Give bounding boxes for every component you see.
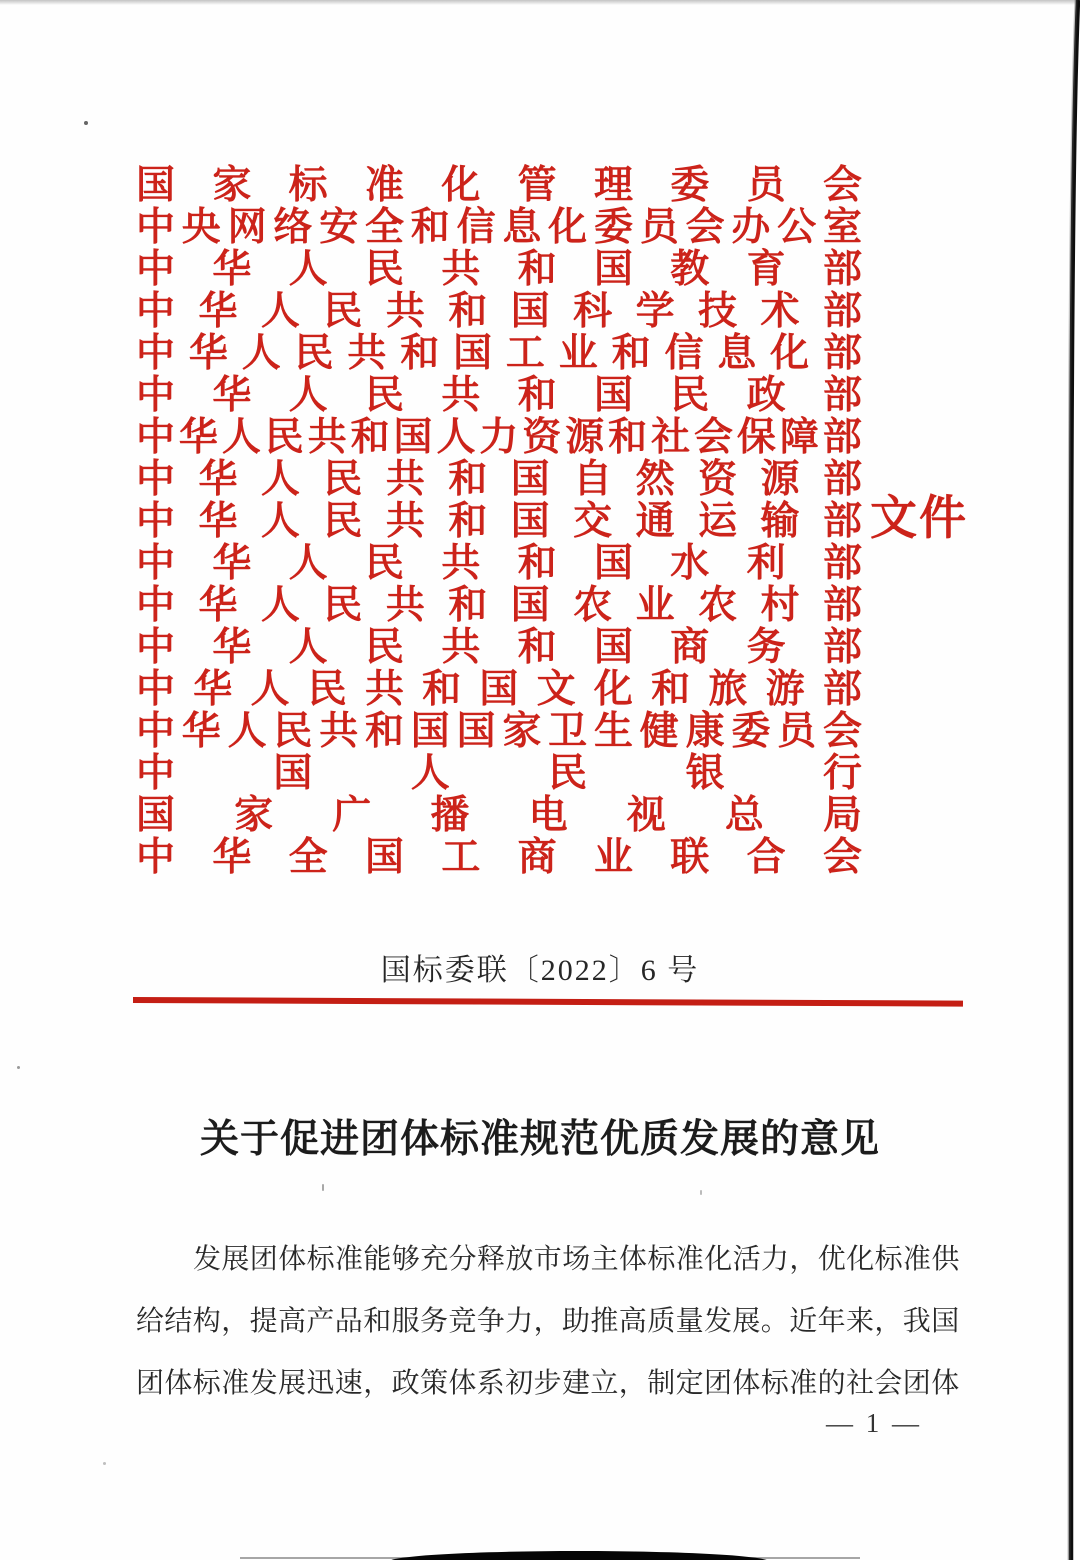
agency-header-block (136, 165, 862, 879)
agency-line: 中 华 人 民 共 和 国 民 政 部 (136, 374, 862, 417)
scan-speck (103, 1462, 106, 1465)
agency-line: 中 华 人 民 共 和 国 文 化 和 旅 游 部 (136, 668, 862, 711)
agency-line: 中 华 人 民 共 和 国 科 学 技 术 部 (136, 290, 862, 333)
scan-speck (700, 1190, 702, 1195)
scan-speck (322, 1184, 324, 1191)
agency-line: 中 华 人 民 共 和 国 农 业 农 村 部 (136, 584, 862, 627)
document-title: 关于促进团体标准规范优质发展的意见 (199, 1118, 880, 1161)
agency-line: 中 华 人 民 共 和 国 水 利 部 (136, 542, 862, 585)
body-paragraph (136, 1236, 962, 1422)
agency-line: 中 华 人 民 共 和 国 商 务 部 (136, 626, 862, 669)
agency-line: 中 华 全 国 工 商 业 联 合 会 (136, 836, 862, 879)
agency-line: 中 华 人 民 共 和 国 人 力 资 源 和 社 会 保 障 部 (136, 416, 862, 459)
red-separator-rule (133, 997, 963, 1007)
body-line: 团体标准发展迅速，政策体系初步建立，制定团体标准的社会团体 (136, 1368, 960, 1399)
document-number: 国标委联〔2022〕6 号 (380, 954, 700, 987)
agency-line: 中 华 人 民 共 和 国 国 家 卫 生 健 康 委 员 会 (136, 710, 862, 753)
scan-bottom-arc-shadow (388, 1551, 770, 1560)
agency-line: 国 家 标 准 化 管 理 委 员 会 (136, 164, 862, 207)
agency-line: 中 华 人 民 共 和 国 教 育 部 (136, 248, 862, 291)
scan-right-edge-line (1058, 0, 1080, 1560)
body-line: 发展团体标准能够充分释放市场主体标准化活力，优化标准供 (193, 1244, 960, 1275)
body-line: 给结构，提高产品和服务竞争力，助推高质量发展。近年来，我国 (136, 1306, 960, 1337)
agency-line: 国 家 广 播 电 视 总 局 (136, 794, 862, 837)
scan-speck (84, 121, 88, 125)
page-number: — 1 — (826, 1408, 922, 1438)
agency-line: 中 央 网 络 安 全 和 信 息 化 委 员 会 办 公 室 (136, 206, 862, 249)
agency-line: 中 华 人 民 共 和 国 工 业 和 信 息 化 部 (136, 332, 862, 375)
scan-top-edge-shadow (0, 0, 1080, 5)
scan-speck (17, 1066, 20, 1069)
document-label: 文件 (870, 493, 968, 545)
agency-line: 中 华 人 民 共 和 国 交 通 运 输 部 (136, 500, 862, 543)
agency-line: 中 国 人 民 银 行 (136, 752, 862, 795)
agency-line: 中 华 人 民 共 和 国 自 然 资 源 部 (136, 458, 862, 501)
